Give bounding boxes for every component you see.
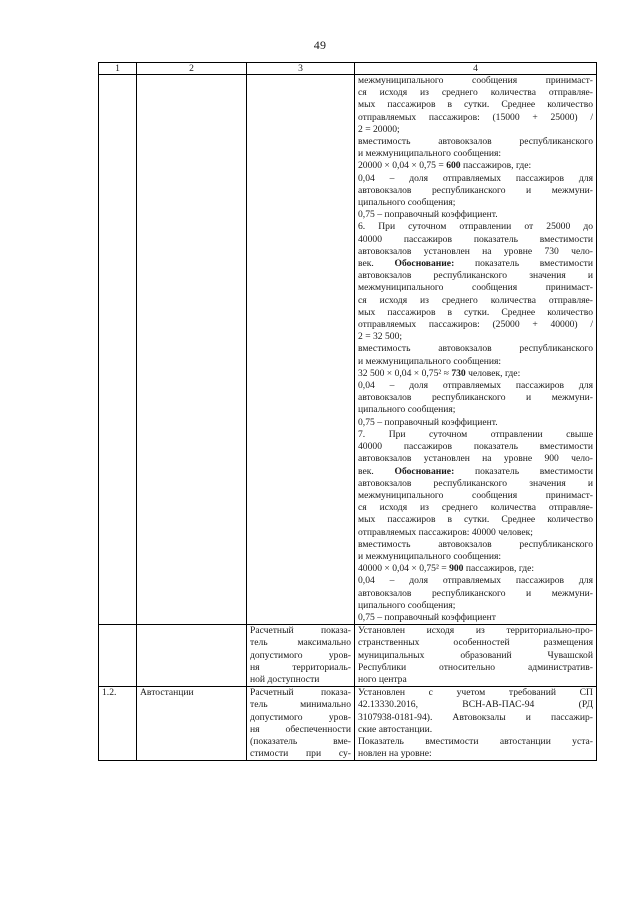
indicator-line: тель максимально [250, 637, 351, 649]
justification-line: Установлен исходя из территориально-про- [358, 625, 593, 637]
justification-line: 0,04 – доля отправляемых пассажиров для [358, 380, 593, 392]
justification-line: 40000 пассажиров показатель вместимости [358, 233, 593, 245]
justification-line: межмуниципального сообщения принимаст- [358, 282, 593, 294]
justification-line: 7. При суточном отправлении свыше [358, 428, 593, 440]
justification-line: век. Обоснование: показатель вместимости [358, 465, 593, 477]
table-header-row [99, 63, 597, 75]
justification-line: 42.13330.2016, ВСН-АВ-ПАС-94 (РД [358, 699, 593, 711]
indicator-line: тель минимально [250, 699, 351, 711]
justification-line: 2 = 20000; [358, 123, 400, 135]
justification-cell [355, 687, 597, 761]
justification-line: 0,04 – доля отправляемых пассажиров для [358, 575, 593, 587]
indicator-line: допустимого уров- [250, 711, 351, 723]
justification-line: межмуниципального сообщения принимаст- [358, 75, 593, 86]
justification-line: ного центра [358, 673, 407, 685]
row-number: 1.2. [99, 687, 137, 761]
justification-line: 40000 × 0,04 × 0,75² = 900 пассажиров, где: [358, 563, 535, 575]
justification-line: ципального сообщения; [358, 197, 456, 209]
justification-line: 20000 × 0,04 × 0,75 = 600 пассажиров, где: [358, 160, 532, 172]
justification-line: автовокзалов республиканского и межмуни- [358, 587, 593, 599]
justification-line: 40000 пассажиров показатель вместимости [358, 441, 593, 453]
indicator-cell [247, 75, 355, 625]
indicator-line: (показатель вме- [250, 735, 351, 747]
justification-line: ся исходя из среднего количества отправляе- [358, 294, 593, 306]
justification-line: автовокзалов установлен на уровне 900 чело- [358, 453, 593, 465]
column-header: 1 [99, 63, 137, 75]
justification-line: отправляемых пассажиров: 40000 человек; [358, 526, 533, 538]
justification-line: вместимость автовокзалов республиканского [358, 343, 593, 355]
justification-cell [355, 75, 597, 625]
justification-line: Республики относительно административ- [358, 661, 593, 673]
object-name: Автостанции [137, 687, 247, 761]
column-header: 3 [247, 63, 355, 75]
justification-line: межмуниципального сообщения принимаст- [358, 489, 593, 501]
indicator-line: ной доступности [250, 673, 320, 685]
justification-line: и межмуниципального сообщения: [358, 355, 502, 367]
table-row [99, 687, 597, 761]
table-row [99, 625, 597, 687]
justification-line: 2 = 32 500; [358, 331, 403, 343]
justification-line: автовокзалов республиканского значения и [358, 270, 593, 282]
justification-cell [355, 625, 597, 687]
justification-line: век. Обоснование: показатель вместимости [358, 258, 593, 270]
justification-line: ские автостанции. [358, 723, 433, 735]
justification-line: отправляемых пассажиров: (25000 + 40000) / [358, 319, 593, 331]
page-number: 49 [313, 38, 327, 52]
justification-line: 3107938-0181-94). Автовокзалы и пассажир- [358, 711, 593, 723]
justification-line: муниципальных образований Чувашской [358, 649, 593, 661]
object-name [137, 75, 247, 625]
justification-line: вместимость автовокзалов республиканского [358, 538, 593, 550]
indicator-line: Расчетный показа- [250, 687, 351, 699]
row-number [99, 625, 137, 687]
table-row [99, 75, 597, 625]
justification-line: автовокзалов республиканского значения и [358, 477, 593, 489]
justification-line: странственных особенностей размещения [358, 637, 593, 649]
justification-line: автовокзалов установлен на уровне 730 чело- [358, 245, 593, 257]
justification-line: автовокзалов республиканского и межмуни- [358, 184, 593, 196]
justification-line: автовокзалов республиканского и межмуни- [358, 392, 593, 404]
justification-line: 0,75 – поправочный коэффициент. [358, 209, 498, 221]
column-header: 2 [137, 63, 247, 75]
indicator-line: стимости при су- [250, 748, 351, 760]
justification-line: и межмуниципального сообщения: [358, 550, 502, 562]
indicator-cell [247, 625, 355, 687]
justification-line: ся исходя из среднего количества отправляе- [358, 502, 593, 514]
indicator-cell [247, 687, 355, 761]
norms-table [98, 62, 597, 761]
column-header: 4 [355, 63, 597, 75]
indicator-line: допустимого уров- [250, 649, 351, 661]
justification-line: 0,75 – поправочный коэффициент [358, 611, 496, 623]
justification-line: вместимость автовокзалов республиканского [358, 136, 593, 148]
indicator-line: ня территориаль- [250, 661, 351, 673]
justification-line: 0,75 – поправочный коэффициент. [358, 416, 498, 428]
justification-line: отправляемых пассажиров: (15000 + 25000) / [358, 111, 593, 123]
justification-line: ципального сообщения; [358, 599, 456, 611]
justification-line: ся исходя из среднего количества отправляе- [358, 87, 593, 99]
justification-line: 0,04 – доля отправляемых пассажиров для [358, 172, 593, 184]
justification-line: мых пассажиров в сутки. Среднее количество [358, 99, 593, 111]
row-number [99, 75, 137, 625]
justification-line: Показатель вместимости автостанции уста- [358, 735, 593, 747]
justification-line: новлен на уровне: [358, 748, 432, 760]
justification-line: Установлен с учетом требований СП [358, 687, 593, 699]
justification-line: 32 500 × 0,04 × 0,75² ≈ 730 человек, где: [358, 367, 521, 379]
justification-line: и межмуниципального сообщения: [358, 148, 502, 160]
justification-line: мых пассажиров в сутки. Среднее количество [358, 306, 593, 318]
indicator-line: ня обеспеченности [250, 723, 351, 735]
justification-line: ципального сообщения; [358, 404, 456, 416]
indicator-line: Расчетный показа- [250, 625, 351, 637]
justification-line: мых пассажиров в сутки. Среднее количество [358, 514, 593, 526]
object-name [137, 625, 247, 687]
justification-line: 6. При суточном отправлении от 25000 до [358, 221, 593, 233]
